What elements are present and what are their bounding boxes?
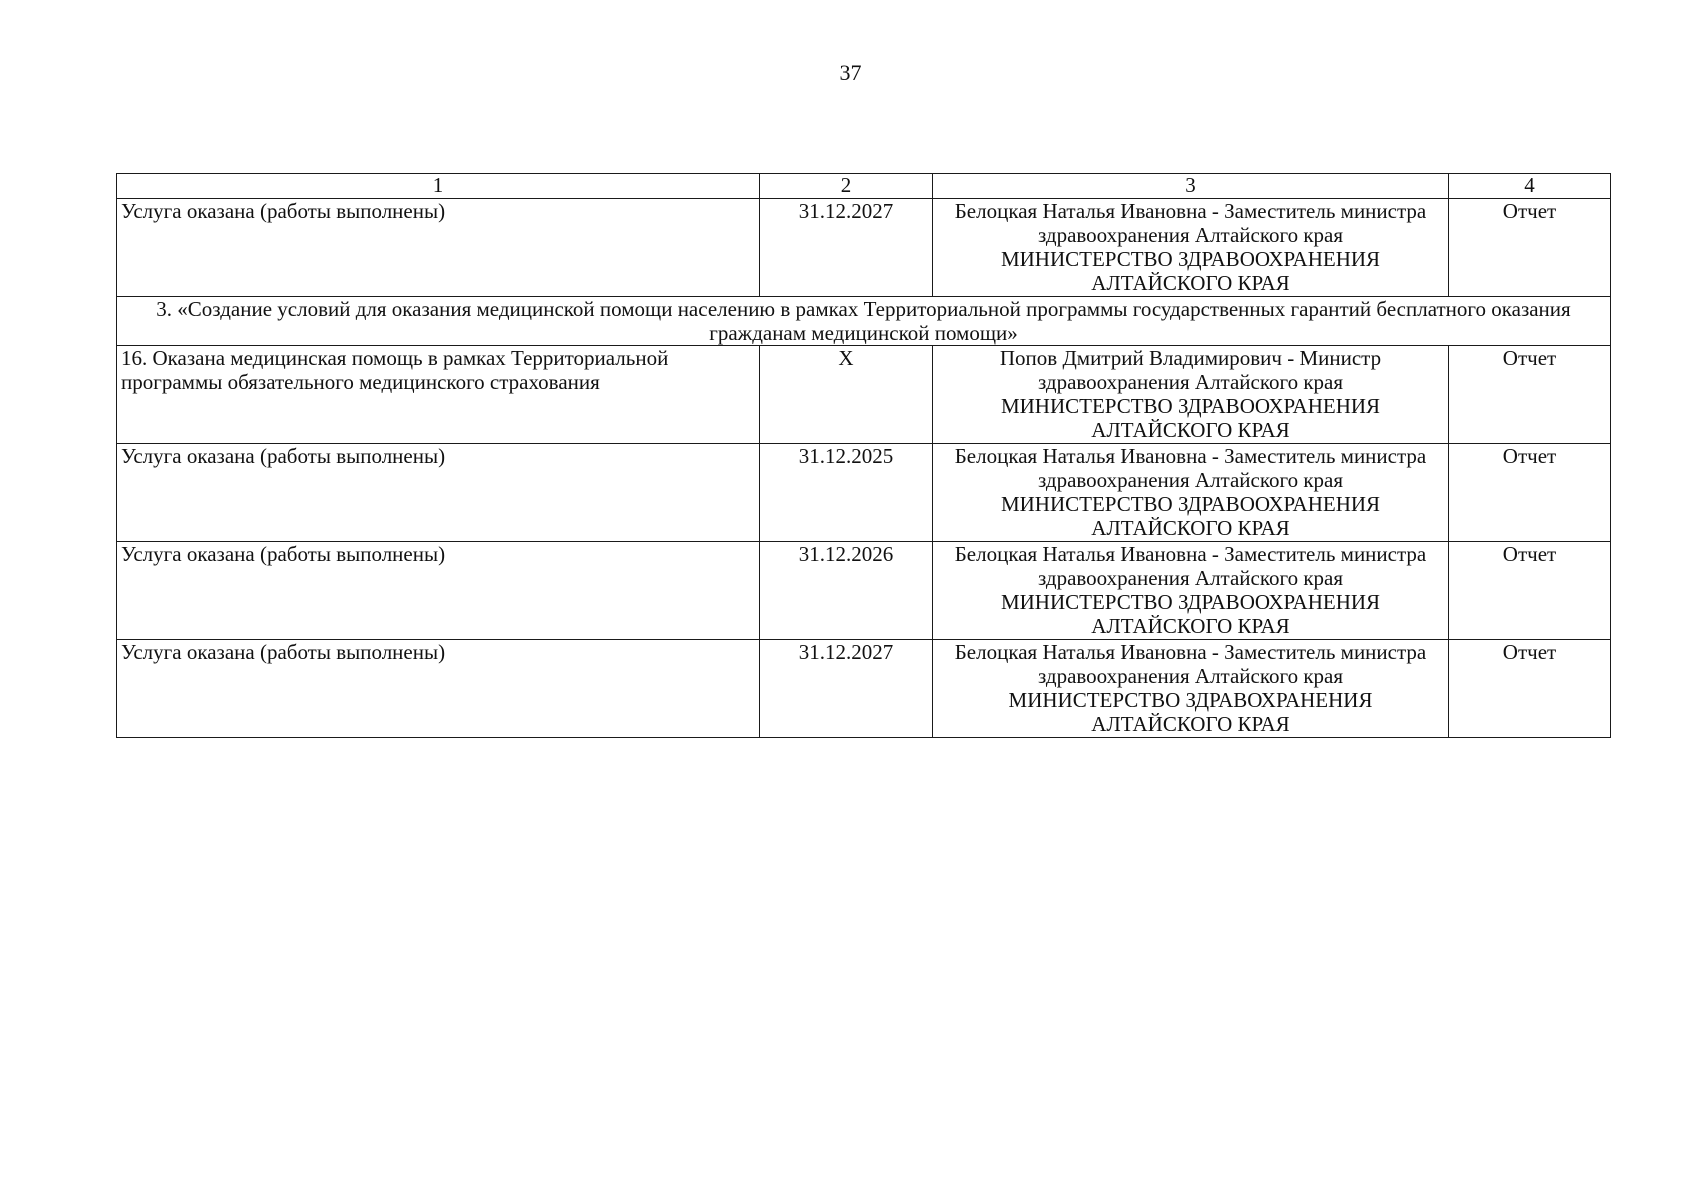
report-type: Отчет [1449,444,1611,542]
responsible-person: Белоцкая Наталья Ивановна - Заместитель министра здравоохранения Алтайского края [954,199,1427,247]
plan-table [116,173,1611,738]
column-header-1: 1 [117,174,760,199]
table-row [117,199,1611,297]
section-row [117,297,1611,346]
responsible-cell [933,542,1449,640]
responsible-person: Попов Дмитрий Владимирович - Министр здравоохранения Алтайского края [999,346,1382,394]
table-row [117,542,1611,640]
column-header-2: 2 [760,174,933,199]
responsible-organization: МИНИСТЕРСТВО ЗДРАВООХРАНЕНИЯ АЛТАЙСКОГО КРАЯ [1000,247,1381,295]
table-row [117,444,1611,542]
deadline-date: 31.12.2027 [760,199,933,297]
header-row [117,174,1611,199]
responsible-cell [933,199,1449,297]
table-row [117,346,1611,444]
report-type: Отчет [1449,346,1611,444]
responsible-organization: МИНИСТЕРСТВО ЗДРАВООХРАНЕНИЯ АЛТАЙСКОГО КРАЯ [1000,492,1381,540]
page-number: 37 [839,60,862,85]
table-row [117,640,1611,738]
deadline-date: 31.12.2025 [760,444,933,542]
responsible-organization: МИНИСТЕРСТВО ЗДРАВООХРАНЕНИЯ АЛТАЙСКОГО КРАЯ [1000,394,1381,442]
responsible-cell [933,346,1449,444]
event-name: Услуга оказана (работы выполнены) [117,199,760,297]
deadline-date: 31.12.2026 [760,542,933,640]
responsible-person: Белоцкая Наталья Ивановна - Заместитель министра здравоохранения Алтайского края [954,640,1427,688]
section-title: 3. «Создание условий для оказания медицинской помощи населению в рамках Территориальной программы государственных гарантий бесплатного оказания гражданам медицинской помощи» [117,297,1611,346]
event-name: Услуга оказана (работы выполнены) [117,640,760,738]
report-type: Отчет [1449,640,1611,738]
deadline-date: X [760,346,933,444]
responsible-cell [933,444,1449,542]
event-name: Услуга оказана (работы выполнены) [117,542,760,640]
report-type: Отчет [1449,542,1611,640]
column-header-3: 3 [933,174,1449,199]
column-header-4: 4 [1449,174,1611,199]
responsible-person: Белоцкая Наталья Ивановна - Заместитель министра здравоохранения Алтайского края [954,542,1427,590]
responsible-organization: МИНИСТЕРСТВО ЗДРАВООХРАНЕНИЯ АЛТАЙСКОГО КРАЯ [1000,590,1381,638]
event-name: Услуга оказана (работы выполнены) [117,444,760,542]
event-name: 16. Оказана медицинская помощь в рамках Территориальной программы обязательного медицинского страхования [117,346,760,444]
deadline-date: 31.12.2027 [760,640,933,738]
responsible-person: Белоцкая Наталья Ивановна - Заместитель министра здравоохранения Алтайского края [954,444,1427,492]
report-type: Отчет [1449,199,1611,297]
responsible-organization: МИНИСТЕРСТВО ЗДРАВОХРАНЕНИЯ АЛТАЙСКОГО КРАЯ [1008,688,1373,736]
responsible-cell [933,640,1449,738]
